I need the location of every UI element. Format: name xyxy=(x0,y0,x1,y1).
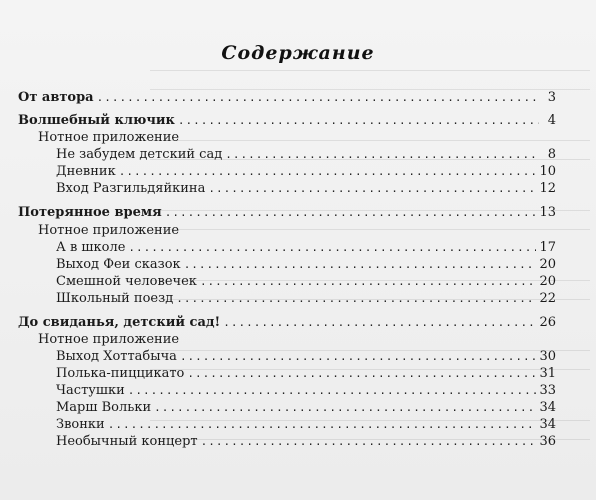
toc-entry-label: Школьный поезд xyxy=(56,291,174,306)
toc-item-entry[interactable] xyxy=(18,433,556,450)
toc-page-number: 34 xyxy=(539,400,556,415)
toc-section-entry[interactable] xyxy=(18,112,556,129)
toc-dot-leader xyxy=(200,273,537,290)
toc-entry-label: От автора xyxy=(18,90,94,105)
toc-entry-label: Марш Вольки xyxy=(56,400,152,415)
toc-item-entry[interactable] xyxy=(18,399,556,416)
toc-dot-leader xyxy=(128,382,537,399)
toc-dot-leader xyxy=(119,163,537,180)
toc-dot-leader xyxy=(128,239,536,256)
toc-dot-leader xyxy=(108,416,537,433)
toc-dot-leader xyxy=(225,146,539,163)
toc-section-entry[interactable] xyxy=(18,204,556,221)
toc-dot-leader xyxy=(208,180,536,197)
toc-page-number: 4 xyxy=(547,113,556,128)
toc-section-entry[interactable] xyxy=(18,314,556,331)
toc-page-number: 31 xyxy=(539,366,556,381)
toc-item-entry[interactable] xyxy=(18,273,556,290)
toc-subheading xyxy=(18,331,556,348)
toc-item-entry[interactable] xyxy=(18,163,556,180)
toc-entry-label: Частушки xyxy=(56,383,125,398)
toc-page-number: 17 xyxy=(539,240,556,255)
toc-entry-label: Выход Хоттабыча xyxy=(56,349,177,364)
toc-entry-label: Нотное приложение xyxy=(38,223,180,238)
toc-dot-leader xyxy=(178,112,539,129)
toc-page-number: 12 xyxy=(539,181,556,196)
toc-page-number: 13 xyxy=(539,205,556,220)
toc-dot-leader xyxy=(180,348,537,365)
toc-dot-leader xyxy=(97,89,539,106)
toc-entry-label: Полька-пиццикато xyxy=(56,366,185,381)
toc-item-entry[interactable] xyxy=(18,290,556,307)
toc-entry-label: До свиданья, детский сад! xyxy=(18,315,221,330)
toc-dot-leader xyxy=(154,399,536,416)
page-title: Содержание xyxy=(221,42,375,64)
toc-page-number: 10 xyxy=(539,164,556,179)
toc-entry-label: Выход Феи сказок xyxy=(56,257,181,272)
toc-page-number: 22 xyxy=(539,291,556,306)
toc-entry-label: Не забудем детский сад xyxy=(56,147,223,162)
toc-entry-label: А в школе xyxy=(56,240,126,255)
toc-entry-label: Необычный концерт xyxy=(56,434,198,449)
toc-item-entry[interactable] xyxy=(18,382,556,399)
toc-page-number: 34 xyxy=(539,417,556,432)
toc-entry-label: Дневник xyxy=(56,164,116,179)
toc-item-entry[interactable] xyxy=(18,416,556,433)
toc-dot-leader xyxy=(176,290,536,307)
toc-entry-label: Вход Разгильдяйкина xyxy=(56,181,206,196)
toc-entry-label: Потерянное время xyxy=(18,205,162,220)
toc-item-entry[interactable] xyxy=(18,365,556,382)
toc-page-number: 30 xyxy=(539,349,556,364)
toc-page-number: 36 xyxy=(539,434,556,449)
toc-entry-label: Звонки xyxy=(56,417,105,432)
toc-page-number: 20 xyxy=(539,274,556,289)
toc-page-number: 20 xyxy=(539,257,556,272)
toc-item-entry[interactable] xyxy=(18,146,556,163)
toc-page-number: 33 xyxy=(539,383,556,398)
toc-page-number: 3 xyxy=(547,90,556,105)
toc-page-number: 26 xyxy=(539,315,556,330)
toc-entry-label: Нотное приложение xyxy=(38,130,180,145)
toc-page-number: 8 xyxy=(547,147,556,162)
toc-subheading xyxy=(18,129,556,146)
toc-subheading xyxy=(18,222,556,239)
toc-dot-leader xyxy=(223,314,536,331)
toc-dot-leader xyxy=(187,365,536,382)
toc-item-entry[interactable] xyxy=(18,180,556,197)
toc-entry-label: Нотное приложение xyxy=(38,332,180,347)
toc-section-entry[interactable] xyxy=(18,89,556,106)
toc-item-entry[interactable] xyxy=(18,348,556,365)
toc-item-entry[interactable] xyxy=(18,239,556,256)
toc-entry-label: Смешной человечек xyxy=(56,274,197,289)
toc-dot-leader xyxy=(165,204,537,221)
toc-item-entry[interactable] xyxy=(18,256,556,273)
toc-dot-leader xyxy=(184,256,537,273)
toc-entry-label: Волшебный ключик xyxy=(18,113,175,128)
toc-dot-leader xyxy=(201,433,537,450)
